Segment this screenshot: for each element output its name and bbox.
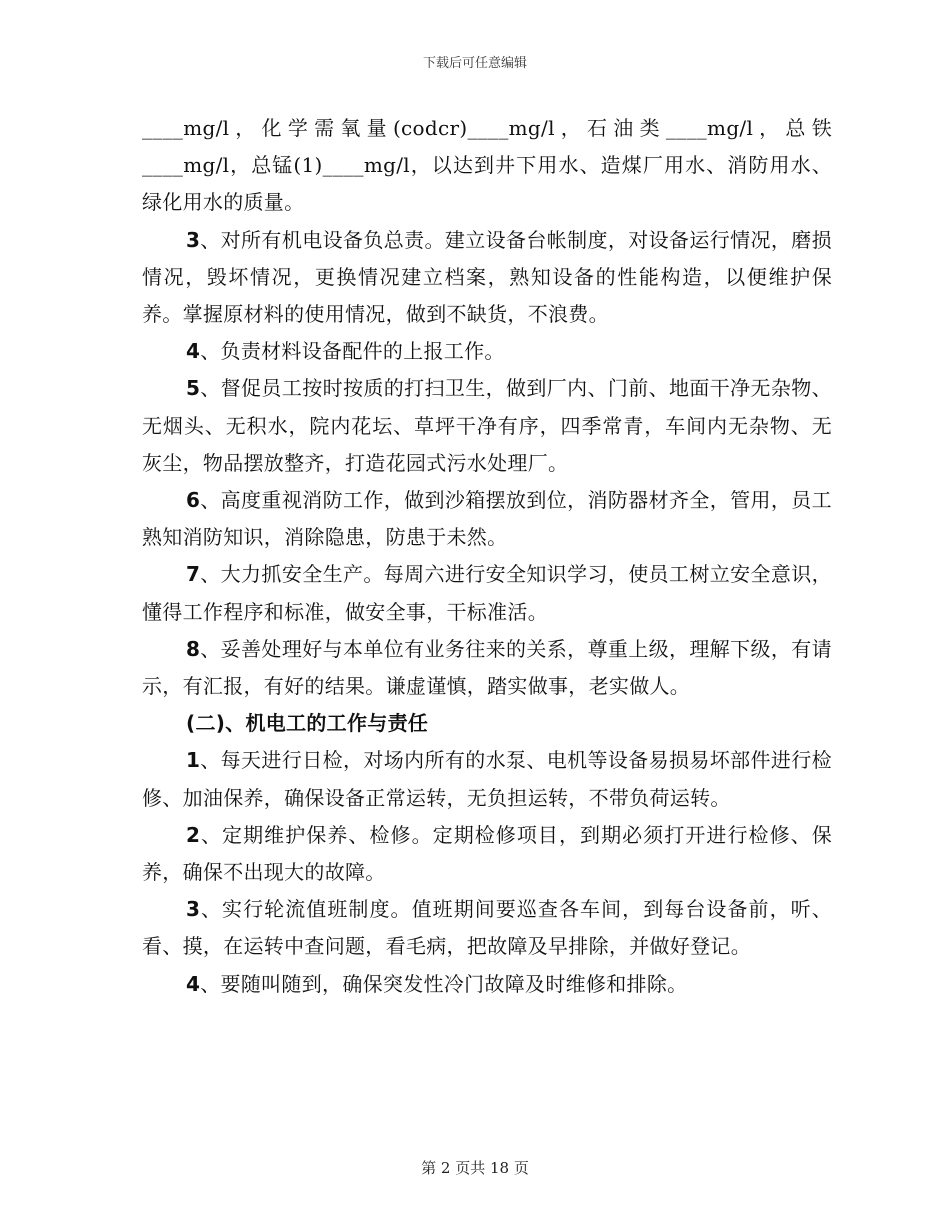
paragraph-text: 、负责材料设备配件的上报工作。 <box>200 339 505 364</box>
paragraph-item-6 <box>142 482 832 556</box>
item-number: 4 <box>186 339 201 364</box>
item-number: 2 <box>186 822 201 847</box>
paragraph-text: 、要随叫随到，确保突发性冷门故障及时维修和排除。 <box>200 971 688 996</box>
paragraph-text: 、高度重视消防工作，做到沙箱摆放到位，消防器材齐全，管用，员工熟知消防知识，消除隐患，防患于未然。 <box>142 488 832 550</box>
paragraph-item-8 <box>142 631 832 705</box>
page-header-note: 下载后可任意编辑 <box>422 56 527 71</box>
item-number: 4 <box>186 971 201 996</box>
paragraph-text: 、定期维护保养、检修。定期检修项目，到期必须打开进行检修、保养，确保不出现大的故障。 <box>142 822 832 885</box>
paragraph-text: 、对所有机电设备负总责。建立设备台帐制度，对设备运行情况，磨损情况，毁坏情况，更换情况建立档案，熟知设备的性能构造，以便维护保养。掌握原材料的使用情况，做到不缺货，不浪费。 <box>142 227 832 327</box>
page-number-footer: 第 2 页共 18 页 <box>421 1159 529 1177</box>
section-item-3 <box>142 891 832 965</box>
item-number: 1 <box>186 748 201 773</box>
paragraph-text: 、妥善处理好与本单位有业务往来的关系，尊重上级，理解下级，有请示，有汇报，有好的结果。谦虚谨慎，踏实做事，老实做人。 <box>142 636 832 699</box>
paragraph-water-quality <box>142 110 832 222</box>
section-item-2 <box>142 817 832 891</box>
section-item-1 <box>142 742 832 816</box>
paragraph-item-5 <box>142 370 832 482</box>
item-number: 8 <box>186 636 201 661</box>
paragraph-text: 、每天进行日检，对场内所有的水泵、电机等设备易损易坏部件进行检修、加油保养，确保设备正常运转，无负担运转，不带负荷运转。 <box>142 748 832 810</box>
paragraph-item-4 <box>142 333 832 370</box>
paragraph-text: ____mg/l，化学需氧量(codcr)____mg/l，石油类____mg/l，总铁____mg/l，总锰(1)____mg/l，以达到井下用水、造煤厂用水、消防用水、绿化用水的质量。 <box>142 116 832 215</box>
item-number: 3 <box>186 227 201 252</box>
section-item-4 <box>142 966 832 1003</box>
paragraph-text: 、实行轮流值班制度。值班期间要巡查各车间，到每台设备前，听、看、摸，在运转中查问题，看毛病，把故障及早排除，并做好登记。 <box>142 897 832 959</box>
item-number: 7 <box>186 562 201 587</box>
paragraph-text: 、大力抓安全生产。每周六进行安全知识学习，使员工树立安全意识，懂得工作程序和标准，做安全事，干标准活。 <box>142 562 832 624</box>
paragraph-text: 、督促员工按时按质的打扫卫生，做到厂内、门前、地面干净无杂物、无烟头、无积水，院内花坛、草坪干净有序，四季常青，车间内无杂物、无灰尘，物品摆放整齐，打造花园式污水处理厂。 <box>142 376 832 475</box>
item-number: 6 <box>186 488 201 513</box>
item-number: 3 <box>186 897 201 922</box>
paragraph-item-7 <box>142 556 832 630</box>
paragraph-item-3 <box>142 222 832 334</box>
item-number: 5 <box>186 376 201 401</box>
document-body <box>142 110 832 1003</box>
section-heading: (二)、机电工的工作与责任 <box>186 711 429 736</box>
